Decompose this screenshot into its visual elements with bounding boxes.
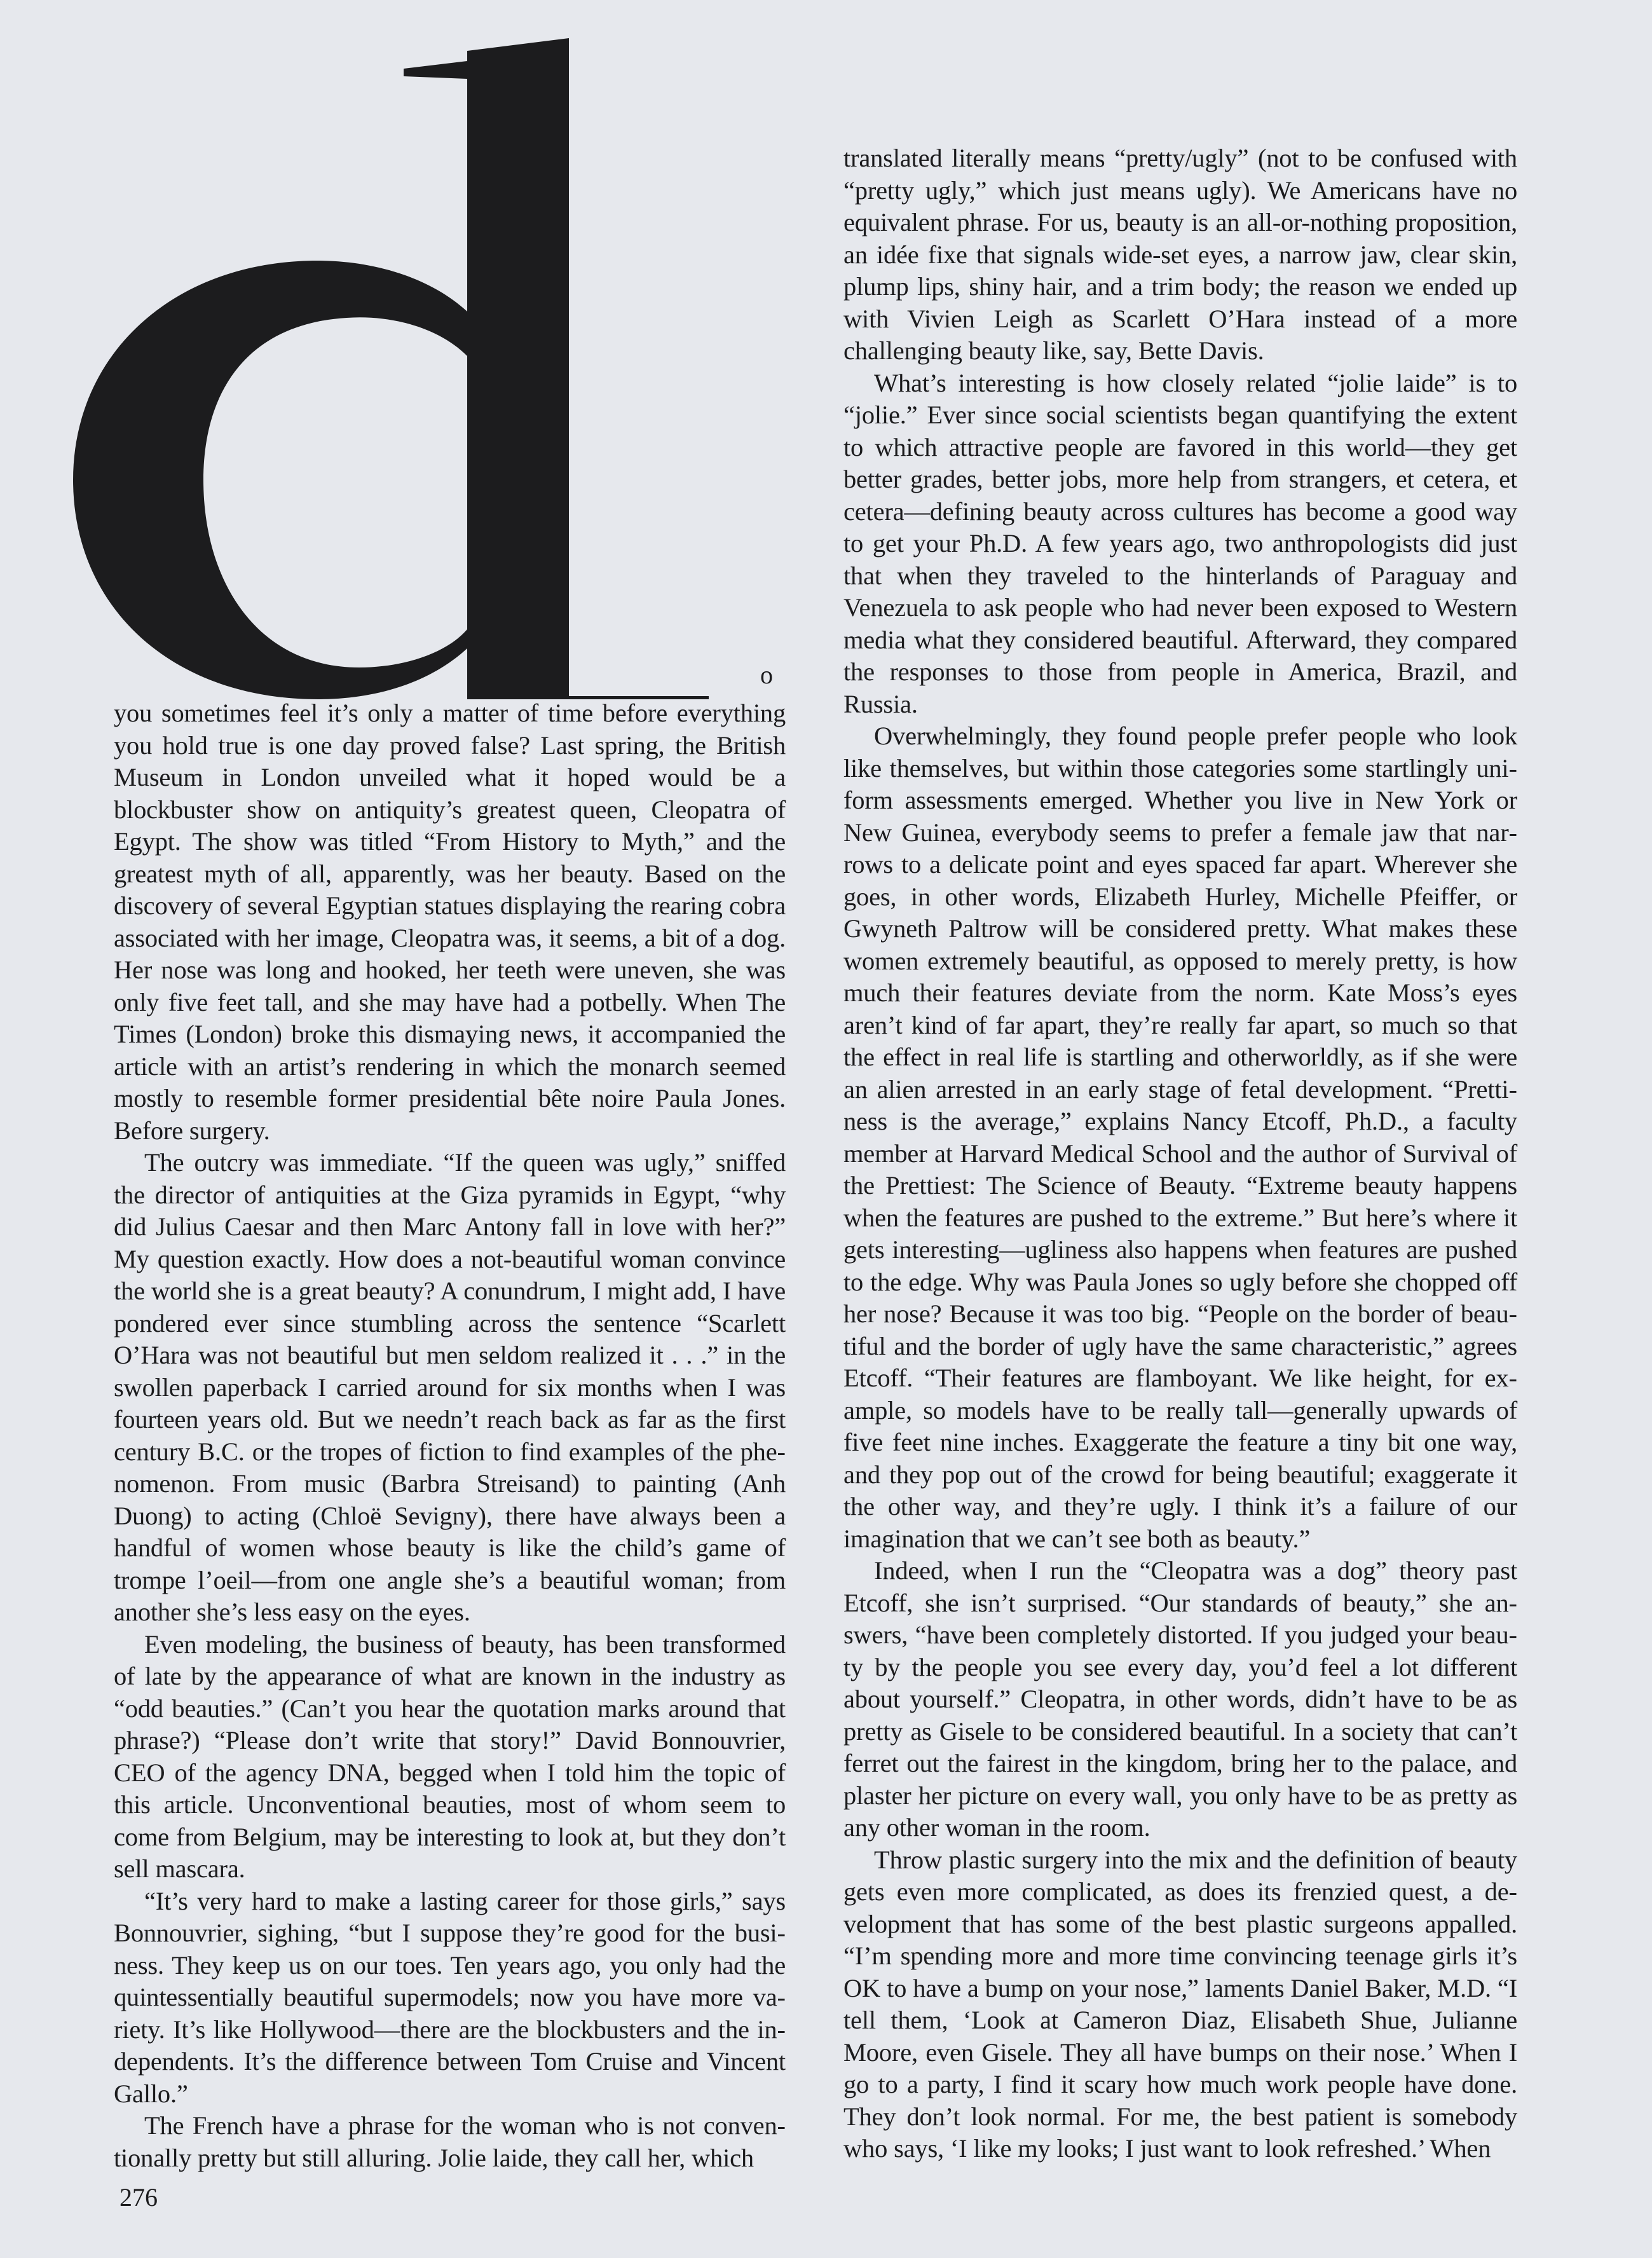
paragraph: What’s interesting is how closely related “jolie laide” is to “jolie.” Ever since social scientists began quantifying the extent to which attractive people are favored in this world—they get better grades, better jobs, more help from strangers, et cetera, et cetera—defining beauty across cultures has become a good way to get your Ph.D. A few years ago, two anthropologists did just that when they traveled to the hinterlands of Paraguay and Venezuela to ask people who had never been exposed to Western media what they considered beautiful. Afterward, they compared the responses to those from people in America, Brazil, and Russia. xyxy=(843,368,1517,718)
paragraph: Throw plastic surgery into the mix and the definition of beauty gets even more complicated, as does its frenzied quest, a development that has some of the best plastic surgeons appalled. “I’m spending more and more time convincing teenage girls it’s OK to have a bump on your nose,” laments Daniel Baker, M.D. “I tell them, ‘Look at Cameron Diaz, Elisabeth Shue, Julianne Moore, even Gisele. They all have bumps on their nose.’ When I go to a party, I find it scary how much work people have done. They don’t look normal. For me, the best patient is somebody who says, ‘I like my looks; I just want to look refreshed.’ When xyxy=(843,1845,1517,2163)
drop-cap-letter-d xyxy=(73,38,715,699)
paragraph: translated literally means “pretty/ugly” (not to be confused with “pretty ugly,” which just means ugly). We Americans have no equivalent phrase. For us, beauty is an all-or-nothing proposition, an idée fixe that signals wide-set eyes, a narrow jaw, clear skin, plump lips, shiny hair, and a trim body; the reason we ended up with Vivien Leigh as Scarlett O’Hara instead of a more challenging beauty like, say, Bette Davis. xyxy=(843,144,1517,365)
right-column xyxy=(843,142,1517,2165)
paragraph: you sometimes feel it’s only a matter of time before everything you hold true is one day proved false? Last spring, the British Museum in London unveiled what it hoped would be a blockbuster show on antiquity’s greatest queen, Cleopatra of Egypt. The show was titled “From History to Myth,” and the greatest myth of all, apparently, was her beauty. Based on the discovery of several Egyptian statues displaying the rearing cobra associated with her image, Cleopatra was, it seems, a bit of a dog. Her nose was long and hooked, her teeth were uneven, she was only five feet tall, and she may have had a potbelly. When The Times (London) broke this dismaying news, it accompanied the article with an artist’s rendering in which the monarch seemed mostly to resemble former presidential bête noire Paula Jones. Before surgery. xyxy=(114,699,786,1145)
paragraph: “It’s very hard to make a lasting career for those girls,” says Bonnouvrier, sighing, “but I suppose they’re good for the business. They keep us on our toes. Ten years ago, you only had the quintessentially beautiful supermodels; now you have more variety. It’s like Hollywood—there are the blockbusters and the independents. It’s the difference between Tom Cruise and Vincent Gallo.” xyxy=(114,1886,786,2108)
paragraph: Overwhelmingly, they found people prefer people who look like themselves, but within those categories some startlingly uniform assessments emerged. Whether you live in New York or New Guinea, everybody seems to prefer a female jaw that narrows to a delicate point and eyes spaced far apart. Wherever she goes, in other words, Elizabeth Hurley, Michelle Pfeiffer, or Gwyneth Paltrow will be considered pretty. What makes these women extremely beautiful, as opposed to merely pretty, is how much their features deviate from the norm. Kate Moss’s eyes aren’t kind of far apart, they’re really far apart, so much so that the effect in real life is startling and otherworldly, as if she were an alien arrested in an early stage of fetal development. “Prettiness is the average,” explains Nancy Etcoff, Ph.D., a faculty member at Harvard Medical School and the author of Survival of the Prettiest: The Science of Beauty. “Extreme beauty happens when the features are pushed to the extreme.” But here’s where it gets interesting—ugliness also happens when features are pushed to the edge. Why was Paula Jones so ugly before she chopped off her nose? Because it was too big. “People on the border of beautiful and the border of ugly have the same characteristic,” agrees Etcoff. “Their features are flamboyant. We like height, for example, so models have to be really tall—generally upwards of five feet nine inches. Exaggerate the feature a tiny bit one way, and they pop out of the crowd for being beautiful; exaggerate it the other way, and they’re ugly. I think it’s a failure of our imagination that we can’t see both as beauty.” xyxy=(843,722,1517,1553)
paragraph: The French have a phrase for the woman who is not conventionally pretty but still alluring. Jolie laide, they call her, which xyxy=(114,2111,786,2172)
drop-cap-continuation: o xyxy=(760,660,773,689)
paragraph: Indeed, when I run the “Cleopatra was a dog” theory past Etcoff, she isn’t surprised. “Our standards of beauty,” she answers, “have been completely distorted. If you judged your beauty by the people you see every day, you’d feel a lot different about yourself.” Cleopatra, in other words, didn’t have to be as pretty as Gisele to be considered beautiful. In a society that can’t ferret out the fairest in the kingdom, bring her to the palace, and plaster her picture on every wall, you only have to be as pretty as any other woman in the room. xyxy=(843,1556,1517,1842)
page-number: 276 xyxy=(119,2183,158,2212)
paragraph: Even modeling, the business of beauty, has been transformed of late by the appearance of what are known in the industry as “odd beauties.” (Can’t you hear the quotation marks around that phrase?) “Please don’t write that story!” David Bonnouvrier, CEO of the agency DNA, begged when I told him the topic of this article. Unconventional beauties, most of whom seem to come from Belgium, may be interesting to look at, but they don’t sell mascara. xyxy=(114,1629,786,1883)
paragraph: The outcry was immediate. “If the queen was ugly,” sniffed the director of antiquities at the Giza pyramids in Egypt, “why did Julius Caesar and then Marc Antony fall in love with her?” My question exactly. How does a not-beautiful woman convince the world she is a great beauty? A conundrum, I might add, I have pondered ever since stumbling across the sentence “Scarlett O’Hara was not beautiful but men seldom realized it . . .” in the swollen paperback I carried around for six months when I was fourteen years old. But we needn’t reach back as far as the first century B.C. or the tropes of fiction to find examples of the phenomenon. From music (Barbra Streisand) to painting (Anh Duong) to acting (Chloë Sevigny), there have always been a handful of women whose beauty is like the child’s game of trompe l’oeil—from one angle she’s a beautiful woman; from another she’s less easy on the eyes. xyxy=(114,1148,786,1626)
left-column xyxy=(114,697,786,2174)
